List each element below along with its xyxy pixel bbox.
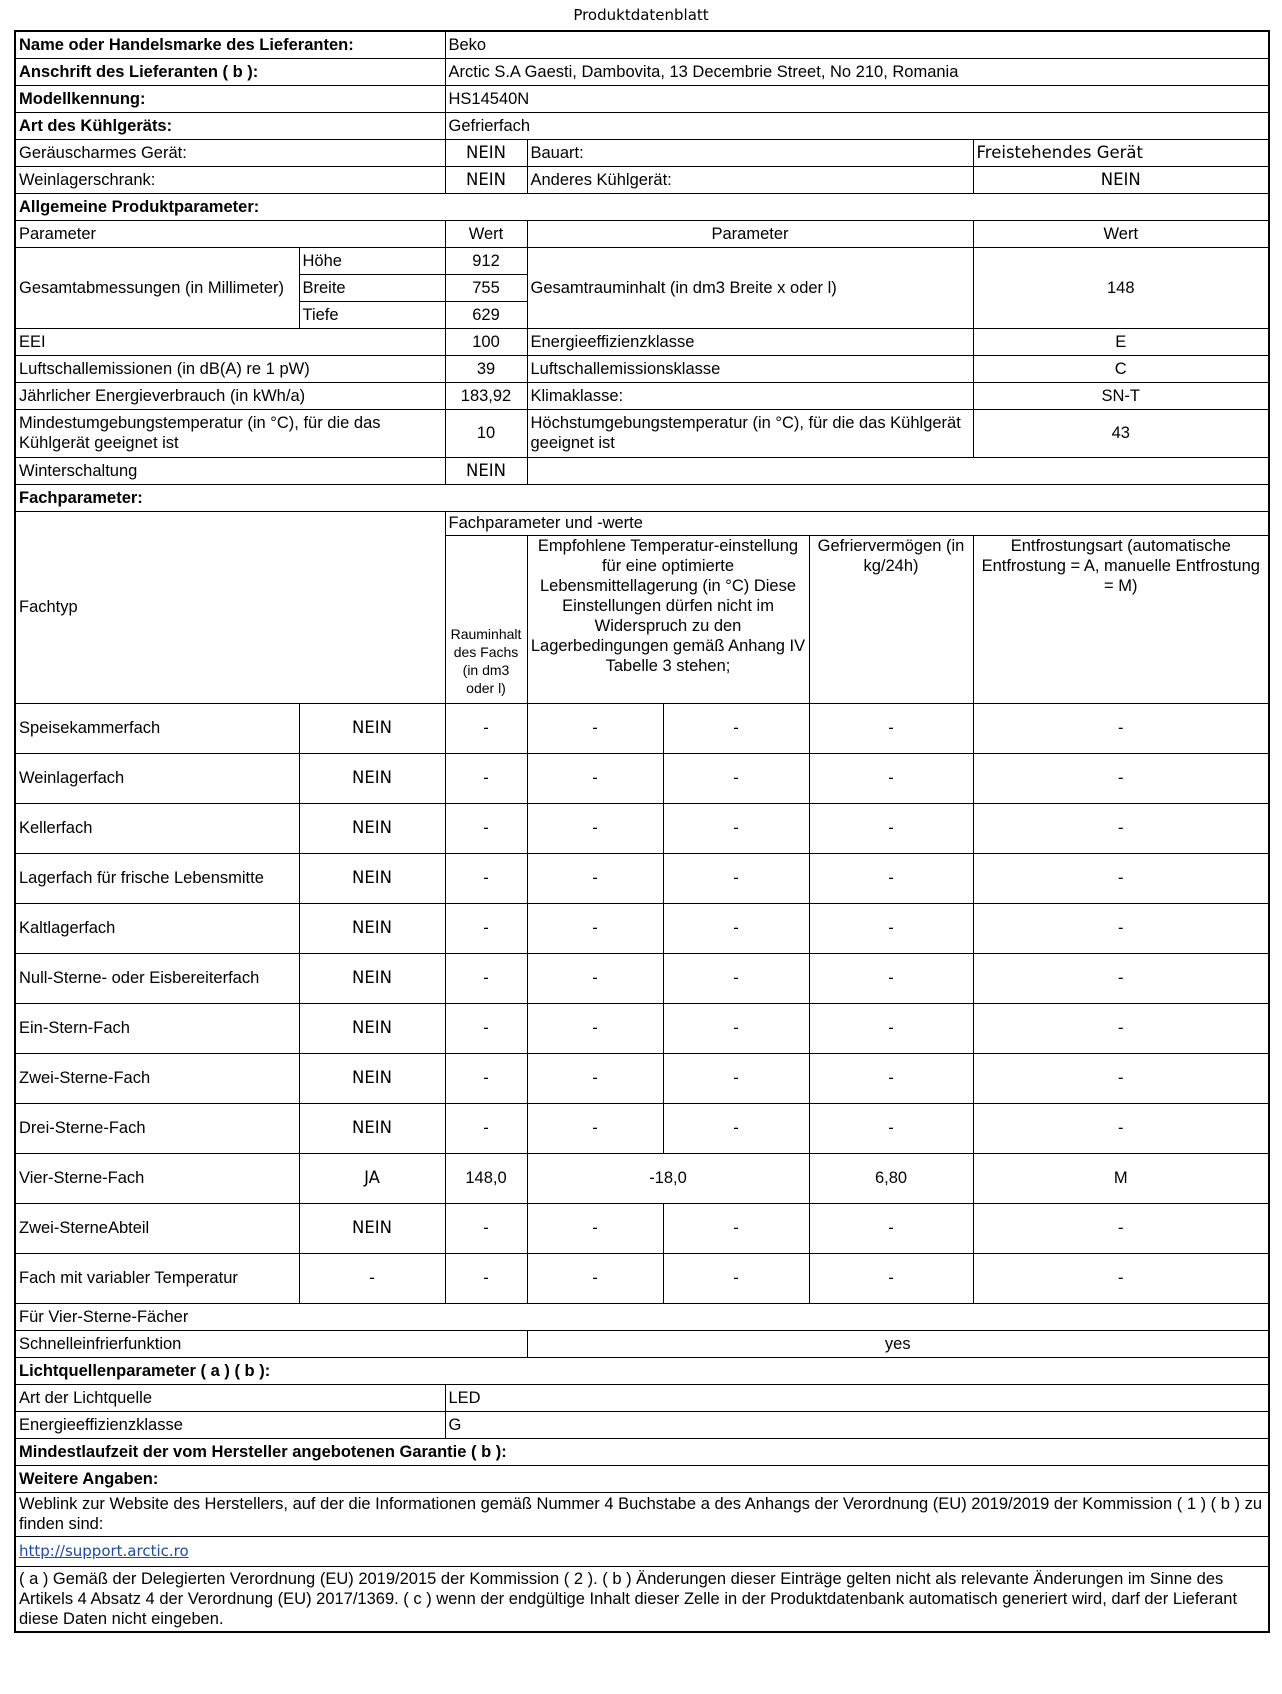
more-header: Weitere Angaben: — [15, 1465, 1269, 1492]
light-class-label: Energieeffizienzklasse — [15, 1411, 445, 1438]
quick-freeze-row — [15, 1330, 1269, 1357]
max-temp-value: 43 — [973, 409, 1269, 457]
general-header: Allgemeine Produktparameter: — [15, 193, 1269, 220]
fach-freeze: - — [809, 1003, 973, 1053]
fach-temp-2: - — [663, 1203, 809, 1253]
fach-defrost: - — [973, 703, 1269, 753]
fach-volume: - — [445, 853, 527, 903]
fach-volume: - — [445, 1103, 527, 1153]
fach-temp-1: - — [527, 1253, 663, 1303]
model-label: Modellkennung: — [15, 85, 445, 112]
fach-temp-1: - — [527, 1003, 663, 1053]
dimension-row-height — [15, 247, 1269, 274]
type-label: Art des Kühlgeräts: — [15, 112, 445, 139]
fach-temp-2: - — [663, 703, 809, 753]
address-value: Arctic S.A Gaesti, Dambovita, 13 Decembrie Street, No 210, Romania — [445, 58, 1269, 85]
fach-present: NEIN — [299, 1053, 445, 1103]
value-header-left: Wert — [445, 220, 527, 247]
fach-header-row — [15, 484, 1269, 511]
fach-present: NEIN — [299, 1203, 445, 1253]
fach-freeze: 6,80 — [809, 1153, 973, 1203]
fach-freeze: - — [809, 903, 973, 953]
supplier-label: Name oder Handelsmarke des Lieferanten: — [15, 31, 445, 58]
min-temp-value: 10 — [445, 409, 527, 457]
fach-volume: - — [445, 953, 527, 1003]
type-value: Gefrierfach — [445, 112, 1269, 139]
fach-defrost: - — [973, 1253, 1269, 1303]
weblink-text-row — [15, 1492, 1269, 1536]
fach-temp-1: - — [527, 853, 663, 903]
fach-temp-2: - — [663, 753, 809, 803]
max-temp-label: Höchstumgebungstemperatur (in °C), für die das Kühlgerät geeignet ist — [527, 409, 973, 457]
low-noise-value: NEIN — [445, 139, 527, 166]
fach-row — [15, 803, 1269, 853]
fach-temp-2: - — [663, 903, 809, 953]
fach-row — [15, 1203, 1269, 1253]
fach-temp-1: - — [527, 953, 663, 1003]
fach-row — [15, 853, 1269, 903]
product-data-table — [14, 30, 1270, 1633]
fach-row — [15, 753, 1269, 803]
fach-volume: 148,0 — [445, 1153, 527, 1203]
fach-temp-1: - — [527, 703, 663, 753]
climate-label: Klimaklasse: — [527, 382, 973, 409]
noise-value: 39 — [445, 355, 527, 382]
fach-freeze: - — [809, 1103, 973, 1153]
volume-value: 148 — [973, 247, 1269, 328]
fach-temp-2: - — [663, 853, 809, 903]
consumption-row — [15, 382, 1269, 409]
fach-rows-group-2 — [15, 1203, 1269, 1303]
more-header-row — [15, 1465, 1269, 1492]
volume-label: Gesamtrauminhalt (in dm3 Breite x oder l) — [527, 247, 973, 328]
noise-class-value: C — [973, 355, 1269, 382]
wine-label: Weinlagerschrank: — [15, 166, 445, 193]
fach-freeze: - — [809, 853, 973, 903]
fach-defrost: - — [973, 1053, 1269, 1103]
light-type-value: LED — [445, 1384, 1269, 1411]
energy-class-value: E — [973, 328, 1269, 355]
value-header-right: Wert — [973, 220, 1269, 247]
fach-freeze: - — [809, 953, 973, 1003]
weblink-row — [15, 1536, 1269, 1566]
fach-freeze: - — [809, 1253, 973, 1303]
fach-name: Speisekammerfach — [15, 703, 299, 753]
fach-present: NEIN — [299, 853, 445, 903]
warranty-label: Mindestlaufzeit der vom Hersteller angebotenen Garantie ( b ): — [15, 1438, 1269, 1465]
model-row — [15, 85, 1269, 112]
weblink-text: Weblink zur Website des Herstellers, auf der die Informationen gemäß Nummer 4 Buchstabe a des Anhangs der Verordnung (EU) 2019/2019 der Kommission ( 1 ) ( b ) zu finden sind: — [15, 1492, 1269, 1536]
fach-row — [15, 1253, 1269, 1303]
model-value: HS14540N — [445, 85, 1269, 112]
low-noise-row — [15, 139, 1269, 166]
weblink-cell — [15, 1536, 1269, 1566]
fach-freeze: - — [809, 803, 973, 853]
fach-defrost: - — [973, 753, 1269, 803]
fach-present: NEIN — [299, 903, 445, 953]
fach-present: NEIN — [299, 1003, 445, 1053]
fach-defrost: - — [973, 1003, 1269, 1053]
fach-volume: - — [445, 753, 527, 803]
fach-present: NEIN — [299, 1103, 445, 1153]
width-value: 755 — [445, 274, 527, 301]
fach-row — [15, 1003, 1269, 1053]
low-noise-label: Geräuscharmes Gerät: — [15, 139, 445, 166]
fach-temp-1: - — [527, 753, 663, 803]
depth-value: 629 — [445, 301, 527, 328]
fach-name: Lagerfach für frische Lebensmitte — [15, 853, 299, 903]
consumption-label: Jährlicher Energieverbrauch (in kWh/a) — [15, 382, 445, 409]
noise-label: Luftschallemissionen (in dB(A) re 1 pW) — [15, 355, 445, 382]
fach-present: NEIN — [299, 803, 445, 853]
fach-name: Ein-Stern-Fach — [15, 1003, 299, 1053]
fach-volume: - — [445, 703, 527, 753]
fach-row-vier-sterne — [15, 1153, 1269, 1203]
fach-volume: - — [445, 1003, 527, 1053]
fach-defrost: M — [973, 1153, 1269, 1203]
param-header-row — [15, 220, 1269, 247]
fach-temp-2: - — [663, 1003, 809, 1053]
fach-present: NEIN — [299, 753, 445, 803]
fach-defrost: - — [973, 903, 1269, 953]
fach-volume: - — [445, 1053, 527, 1103]
warranty-row — [15, 1438, 1269, 1465]
fach-temp-1: - — [527, 1103, 663, 1153]
footnote: ( a ) Gemäß der Delegierten Verordnung (EU) 2019/2015 der Kommission ( 2 ). ( b ) Änderungen dieser Einträge gelten nicht als relevante Änderungen im Sinne des Artikels 4 Absatz 4 der Verordnung (EU) 2017/1369. ( c ) wenn der endgültige Inhalt dieser Zelle in der Produktdatenbank automatisch generiert wird, darf der Lieferant diese Daten nicht eingeben. — [15, 1566, 1269, 1632]
consumption-value: 183,92 — [445, 382, 527, 409]
eei-row — [15, 328, 1269, 355]
param-header-left: Parameter — [15, 220, 445, 247]
eei-value: 100 — [445, 328, 527, 355]
fach-temp-header: Empfohlene Temperatur-einstellung für eine optimierte Lebensmittellagerung (in °C) Diese Einstellungen dürfen nicht im Widerspruch zu den Lagerbedingungen gemäß Anhang IV Tabelle 3 stehen; — [527, 535, 809, 703]
winter-row — [15, 457, 1269, 484]
winter-label: Winterschaltung — [15, 457, 445, 484]
fach-defrost: - — [973, 803, 1269, 853]
temperature-row — [15, 409, 1269, 457]
wine-row — [15, 166, 1269, 193]
depth-label: Tiefe — [299, 301, 445, 328]
fach-name: Null-Sterne- oder Eisbereiterfach — [15, 953, 299, 1003]
fach-defrost: - — [973, 853, 1269, 903]
general-header-row — [15, 193, 1269, 220]
light-type-row — [15, 1384, 1269, 1411]
fach-group-row — [15, 511, 1269, 535]
noise-row — [15, 355, 1269, 382]
fach-name: Kellerfach — [15, 803, 299, 853]
energy-class-label: Energieeffizienzklasse — [527, 328, 973, 355]
fach-name: Zwei-SterneAbteil — [15, 1203, 299, 1253]
fach-group-header: Fachparameter und -werte — [445, 511, 1269, 535]
light-type-label: Art der Lichtquelle — [15, 1384, 445, 1411]
light-header: Lichtquellenparameter ( a ) ( b ): — [15, 1357, 1269, 1384]
fach-volume: - — [445, 1253, 527, 1303]
four-star-note-row — [15, 1303, 1269, 1330]
fach-defrost: - — [973, 1203, 1269, 1253]
fach-temp-2: - — [663, 1053, 809, 1103]
fach-defrost-header: Entfrostungsart (automatische Entfrostung = A, manuelle Entfrostung = M) — [973, 535, 1269, 703]
light-class-value: G — [445, 1411, 1269, 1438]
height-value: 912 — [445, 247, 527, 274]
fach-freeze-header: Gefriervermögen (in kg/24h) — [809, 535, 973, 703]
fach-temp-1: - — [527, 1053, 663, 1103]
fach-temp-2: - — [663, 803, 809, 853]
winter-value: NEIN — [445, 457, 527, 484]
height-label: Höhe — [299, 247, 445, 274]
fach-name: Kaltlagerfach — [15, 903, 299, 953]
supplier-value: Beko — [445, 31, 1269, 58]
fach-row — [15, 953, 1269, 1003]
width-label: Breite — [299, 274, 445, 301]
fach-temp-1: - — [527, 1203, 663, 1253]
wine-value: NEIN — [445, 166, 527, 193]
address-row — [15, 58, 1269, 85]
type-row — [15, 112, 1269, 139]
fach-defrost: - — [973, 953, 1269, 1003]
fach-present: NEIN — [299, 953, 445, 1003]
fach-volume: - — [445, 803, 527, 853]
fach-volume: - — [445, 1203, 527, 1253]
fach-name: Drei-Sterne-Fach — [15, 1103, 299, 1153]
other-value: NEIN — [973, 166, 1269, 193]
design-value: Freistehendes Gerät — [973, 139, 1269, 166]
quick-freeze-label: Schnelleinfrierfunktion — [15, 1330, 527, 1357]
design-label: Bauart: — [527, 139, 973, 166]
dimensions-label: Gesamtabmessungen (in Millimeter) — [15, 247, 299, 328]
fach-volume-header: Rauminhalt des Fachs (in dm3 oder l) — [445, 535, 527, 703]
fach-freeze: - — [809, 1203, 973, 1253]
light-class-row — [15, 1411, 1269, 1438]
fach-name: Fach mit variabler Temperatur — [15, 1253, 299, 1303]
fach-row — [15, 1103, 1269, 1153]
fach-name: Vier-Sterne-Fach — [15, 1153, 299, 1203]
fach-row — [15, 703, 1269, 753]
fach-freeze: - — [809, 753, 973, 803]
winter-empty — [527, 457, 1269, 484]
fach-row — [15, 1053, 1269, 1103]
fach-temp-1: - — [527, 803, 663, 853]
footnote-row — [15, 1566, 1269, 1632]
four-star-note: Für Vier-Sterne-Fächer — [15, 1303, 1269, 1330]
fach-present: NEIN — [299, 703, 445, 753]
param-header-right: Parameter — [527, 220, 973, 247]
noise-class-label: Luftschallemissionsklasse — [527, 355, 973, 382]
fach-freeze: - — [809, 703, 973, 753]
weblink[interactable]: http://support.arctic.ro — [19, 1542, 189, 1560]
address-label: Anschrift des Lieferanten ( b ): — [15, 58, 445, 85]
fach-name: Weinlagerfach — [15, 753, 299, 803]
page-title: Produktdatenblatt — [573, 6, 709, 24]
supplier-row — [15, 31, 1269, 58]
fach-freeze: - — [809, 1053, 973, 1103]
fach-rows-group-1 — [15, 703, 1269, 1153]
quick-freeze-value: yes — [527, 1330, 1269, 1357]
fach-header: Fachparameter: — [15, 484, 1269, 511]
fachtyp-header: Fachtyp — [15, 511, 445, 703]
fach-present: JA — [299, 1153, 445, 1203]
climate-value: SN-T — [973, 382, 1269, 409]
fach-temp-2: - — [663, 1253, 809, 1303]
other-label: Anderes Kühlgerät: — [527, 166, 973, 193]
fach-temp-2: - — [663, 1103, 809, 1153]
light-header-row — [15, 1357, 1269, 1384]
eei-label: EEI — [15, 328, 445, 355]
fach-name: Zwei-Sterne-Fach — [15, 1053, 299, 1103]
min-temp-label: Mindestumgebungstemperatur (in °C), für die das Kühlgerät geeignet ist — [15, 409, 445, 457]
fach-volume: - — [445, 903, 527, 953]
fach-present: - — [299, 1253, 445, 1303]
fach-defrost: - — [973, 1103, 1269, 1153]
fach-temp: -18,0 — [527, 1153, 809, 1203]
fach-temp-2: - — [663, 953, 809, 1003]
fach-row — [15, 903, 1269, 953]
fach-temp-1: - — [527, 903, 663, 953]
